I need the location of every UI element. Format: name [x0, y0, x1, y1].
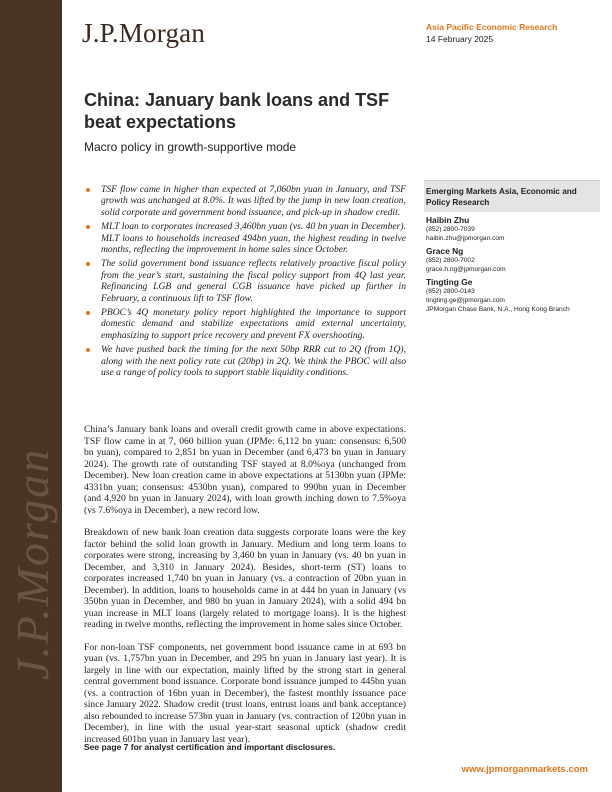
bullet-dot-icon	[86, 225, 90, 229]
key-point	[84, 221, 406, 255]
key-point-text: MLT loan to corporates increased 3,460bn yuan (vs. 40 bn yuan in December). MLT loans to households increased 494bn yuan, the highest reading in twelve months, reflecting the improvement in home sales since October.	[101, 221, 406, 256]
report-subtitle: Macro policy in growth-supportive mode	[84, 140, 297, 154]
report-title: China: January bank loans and TSF beat expectations	[84, 90, 390, 132]
analyst-phone: (852) 2800-7002	[426, 257, 475, 265]
analyst-email-link[interactable]: grace.h.ng@jpmorgan.com	[426, 265, 506, 273]
key-point-text: We have pushed back the timing for the next 50bp RRR cut to 2Q (from 1Q), along with the next policy rate cut (20bp) in 2Q. We think the PBOC will also use a range of policy tools to support stable liquidity conditions.	[101, 344, 406, 379]
disclosure-notice: See page 7 for analyst certification and important disclosures.	[84, 742, 336, 752]
analyst-email-link[interactable]: tingting.ge@jpmorgan.com	[426, 296, 505, 304]
bullet-dot-icon	[86, 262, 90, 266]
body-paragraph: Breakdown of new bank loan creation data suggests corporate loans were the key factor behind the solid loan growth in January. Medium and long term loans to corporates were strong, increasing by 3,460 bn yuan in January (vs. 40 bn yuan in December, and 3,310 in January 2024). Besides, short-term (ST) loans to corporates increased 1,740 bn yuan in January (vs. a contraction of 20bn yuan in December). In addition, loans to households came in at 444 bn yuan in January (vs 350bn yuan in December, and 980 bn yuan in January 2024), with a solid 494 bn yuan increase in MLT loans (largely related to mortgage loans). It is the highest reading in twelve months, reflecting the improvement in home sales since October.	[84, 527, 406, 630]
key-points-list	[84, 184, 406, 382]
body-paragraph: China’s January bank loans and overall credit growth came in above expectations. TSF flow came in at 7, 060 billion yuan (JPMe: 6,112 bn yuan: consensus: 6,500 bn yuan), compared to 2,851 bn yuan in December (and 6,473 bn yuan in January 2024). The growth rate of outstanding TSF stayed at 8.0%oya (unchanged from December). New loan creation came in above expectations at 5130bn yuan (JPMe: 4331bn yuan; consensus: 4530bn yuan), compared to 990bn yuan in December (and 4,920 bn yuan in January 2024), with loan growth inching down to 7.5%oya (vs 7.6%oya in December), a new record low.	[84, 424, 406, 516]
sidebar-watermark-logo: J.P.Morgan	[7, 447, 58, 680]
analyst-phone: (852) 2800-7039	[426, 226, 475, 233]
analyst-contact	[424, 277, 600, 314]
key-point	[84, 344, 406, 378]
report-header	[426, 22, 557, 44]
website-link[interactable]: www.jpmorganmarkets.com	[461, 764, 588, 775]
analyst-name: Haibin Zhu	[426, 215, 470, 225]
key-point-text: TSF flow came in higher than expected at 7,060bn yuan in January, and TSF growth was unchanged at 8.0%. It was lifted by the jump in new loan creation, solid corporate and government bond issuance, and pick-up in shadow credit.	[101, 184, 406, 218]
key-point-text: PBOC’s 4Q monetary policy report highlighted the importance to support domestic demand and stabilize expectations amid external uncertainty, emphasizing to support price recovery and prevent FX overshooting.	[101, 307, 406, 341]
report-date: 14 February 2025	[426, 34, 494, 44]
key-point	[84, 258, 406, 304]
analyst-entity: JPMorgan Chase Bank, N.A., Hong Kong Branch	[426, 305, 570, 313]
key-point	[84, 184, 406, 218]
key-point-text: The solid government bond issuance reflects relatively proactive fiscal policy from the year’s start, sustaining the fiscal policy support from 4Q last year. Refinancing LGB and general CGB issuance have picked up further in February, a continuous lift to TSF flow.	[101, 258, 406, 304]
analyst-email-link[interactable]: haibin.zhu@jpmorgan.com	[426, 234, 505, 242]
report-body	[84, 424, 406, 756]
body-paragraph: For non-loan TSF components, net government bond issuance came in at 693 bn yuan (vs. 1,757bn yuan in December, and 295 bn yuan in January last year). It is largely in line with our expectation, mainly lifted by the strong start in general central government bond issuance. Corporate bond issuance jumped to 445bn yuan (vs. a contraction of 16bn yuan in December), the fastest monthly issuance pace since January 2022. Shadow credit (trust loans, entrust loans and bank acceptance) also rebounded to increase 573bn yuan in January (vs. contraction of 120bn yuan in December), in line with the usual year-start seasonal uptick (shadow credit increased 601bn yuan in January last year).	[84, 641, 406, 745]
brand-sidebar	[0, 0, 62, 792]
analyst-team-heading: Emerging Markets Asia, Economic and Policy Research	[424, 180, 600, 212]
bullet-dot-icon	[86, 348, 90, 352]
analyst-name: Grace Ng	[426, 246, 464, 257]
analyst-name: Tingting Ge	[426, 277, 473, 288]
bullet-dot-icon	[86, 188, 90, 192]
analyst-contact	[424, 246, 600, 274]
analyst-contacts-panel	[424, 180, 600, 314]
bullet-dot-icon	[86, 311, 90, 315]
analyst-phone: (852) 2800-0143	[426, 288, 475, 296]
research-unit-name: Asia Pacific Economic Research	[426, 22, 558, 32]
key-point	[84, 307, 406, 341]
analyst-contact	[424, 215, 600, 243]
jpmorgan-logo: J.P.Morgan	[82, 18, 206, 48]
